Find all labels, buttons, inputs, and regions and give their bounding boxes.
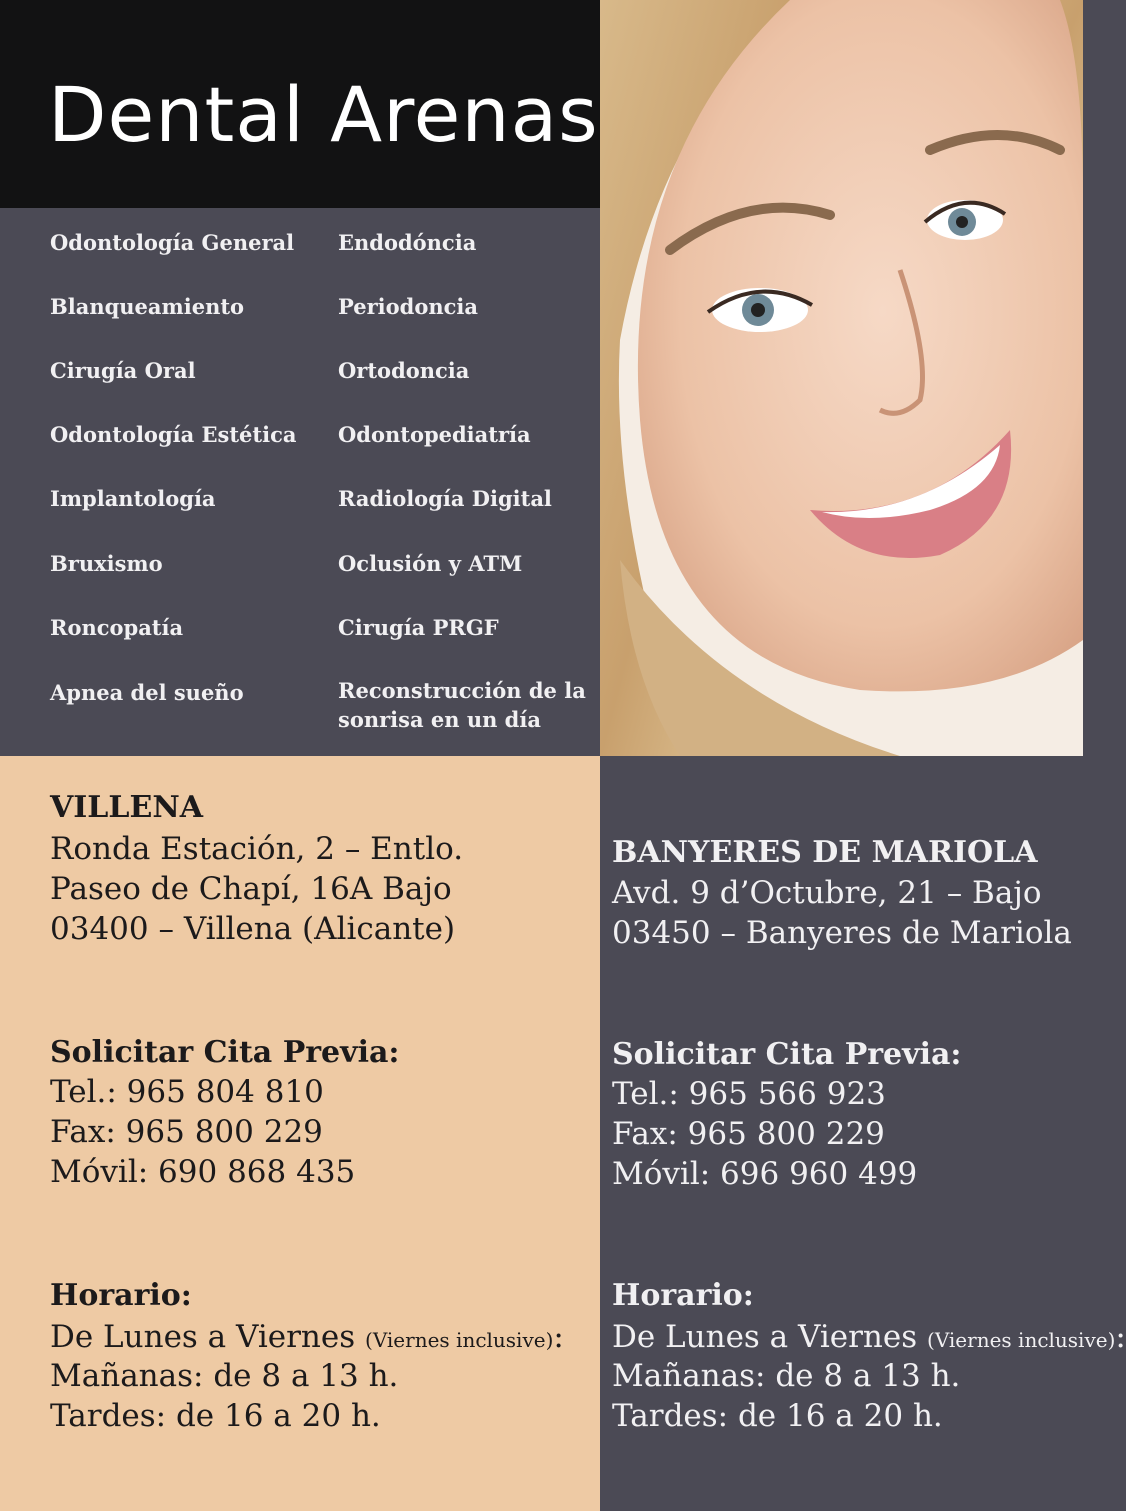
location-title: VILLENA: [50, 790, 204, 825]
appointment-title: Solicitar Cita Previa:: [612, 1037, 962, 1072]
service-item: Radiología Digital: [338, 486, 552, 511]
banyeres-location: [600, 756, 1126, 1511]
brand-logo: Dental Arenas: [48, 70, 599, 159]
villena-location: [0, 756, 600, 1511]
address-line: 03450 – Banyeres de Mariola: [612, 915, 1072, 951]
smiling-woman-photo: [600, 0, 1083, 756]
service-item: Odontopediatría: [338, 422, 531, 447]
portrait-illustration: [600, 0, 1083, 756]
service-item: Ortodoncia: [338, 358, 470, 383]
address-line: Ronda Estación, 2 – Entlo.: [50, 831, 464, 867]
phone-number: Tel.: 965 566 923: [612, 1076, 886, 1112]
mobile-number: Móvil: 696 960 499: [612, 1156, 918, 1192]
address-line: Avd. 9 d’Octubre, 21 – Bajo: [612, 875, 1042, 911]
service-item: Oclusión y ATM: [338, 551, 523, 576]
services-panel: [0, 208, 600, 756]
hours-afternoons: Tardes: de 16 a 20 h.: [50, 1398, 381, 1434]
hours-days: De Lunes a Viernes (Viernes inclusive):: [50, 1319, 564, 1355]
fax-number: Fax: 965 800 229: [50, 1114, 323, 1150]
service-item: Apnea del sueño: [50, 680, 244, 705]
hours-mornings: Mañanas: de 8 a 13 h.: [612, 1358, 961, 1394]
location-title: BANYERES DE MARIOLA: [612, 835, 1038, 870]
service-item: Bruxismo: [50, 551, 163, 576]
address-line: Paseo de Chapí, 16A Bajo: [50, 871, 452, 907]
hours-mornings: Mañanas: de 8 a 13 h.: [50, 1358, 399, 1394]
service-item: Periodoncia: [338, 294, 478, 319]
service-item: Cirugía Oral: [50, 358, 196, 383]
service-item: sonrisa en un día: [338, 707, 541, 732]
appointment-title: Solicitar Cita Previa:: [50, 1035, 400, 1070]
service-item: Odontología Estética: [50, 422, 297, 447]
header-bar: [0, 0, 600, 208]
mobile-number: Móvil: 690 868 435: [50, 1154, 356, 1190]
hours-title: Horario:: [612, 1278, 754, 1313]
phone-number: Tel.: 965 804 810: [50, 1074, 324, 1110]
hours-days: De Lunes a Viernes (Viernes inclusive):: [612, 1319, 1126, 1355]
address-line: 03400 – Villena (Alicante): [50, 911, 456, 947]
service-item: Odontología General: [50, 230, 295, 255]
service-item: Endodóncia: [338, 230, 477, 255]
hours-afternoons: Tardes: de 16 a 20 h.: [612, 1398, 943, 1434]
service-item: Blanqueamiento: [50, 294, 245, 319]
fax-number: Fax: 965 800 229: [612, 1116, 885, 1152]
hours-title: Horario:: [50, 1278, 192, 1313]
service-item: Reconstrucción de la: [338, 678, 586, 703]
service-item: Cirugía PRGF: [338, 615, 499, 640]
service-item: Roncopatía: [50, 615, 184, 640]
service-item: Implantología: [50, 486, 216, 511]
